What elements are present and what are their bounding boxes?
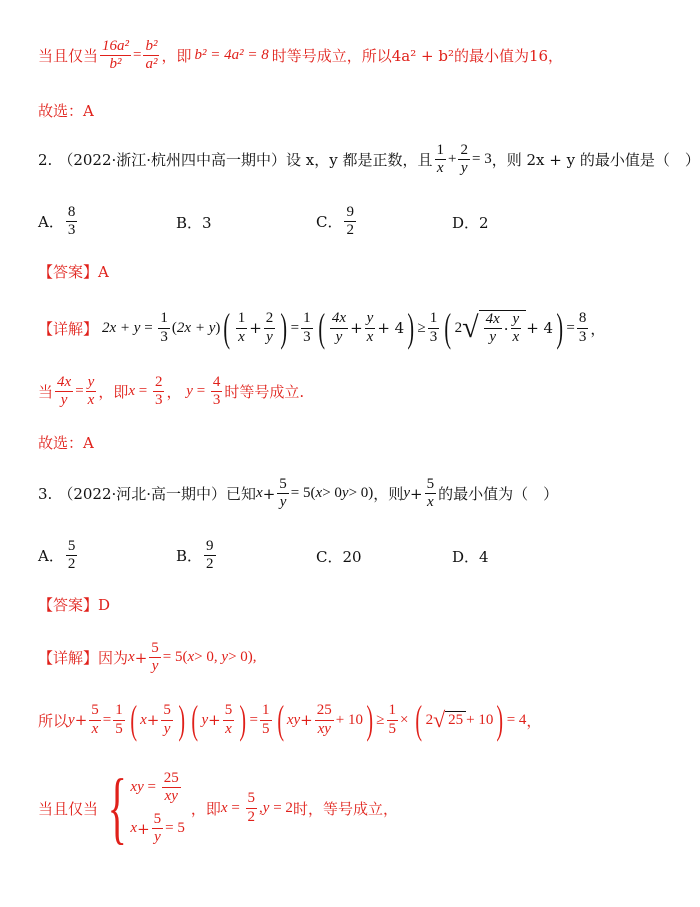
q2-option-b[interactable] [176,212,212,233]
q2-answer-label: 【答案】 [38,263,99,281]
q2-stem-b: ，则 2x + y 的最小值是（ ） [491,151,700,170]
q3-answer-label: 【答案】 [38,596,99,614]
q3-source: （2022·河北·高一期中） [58,485,227,504]
q3-option-d-text: 4 [479,547,489,566]
q2-option-d-text: 2 [479,213,489,232]
equation-system: xy = $\frac{25}{xy}$ x + $\frac{5}{y}$ = 5 [130,769,185,846]
prev-condition-text: 当且仅当 [38,47,99,66]
q2-option-d-letter: D． [452,214,480,232]
q2-equality: 当 $\frac{4x}{y}$ = $\frac{y}{x}$ ，即 x = $\frac{2}{3}$ ， y = $\frac{4}{3}$ 时等号成立. [38,374,305,409]
frac-2-y: $\frac{2}{y}$ [460,142,468,177]
q3-detail: 【详解】 因为 x + $\frac{5}{y}$ = 5( x > 0, y > 0), [38,640,257,675]
frac-1-x: $\frac{1}{x}$ [436,142,445,177]
q2-answer [38,261,109,282]
q2-option-b-text: 3 [202,213,212,232]
q2-source: （2022·浙江·杭州四中高一期中） [58,151,287,170]
prev-eq: b² = 4a² = 8 [194,47,269,64]
q2-option-a-den: 3 [67,222,76,239]
q3-option-b[interactable] [176,538,218,574]
q3-derivation: 所以 y + $\frac{5}{x}$ = $\frac{1}{5}$ ( x + $\frac{5}{y}$ ) ( y + $\frac{5}{x}$ ) = $\frac{1}{5}$ ( xy + $\frac{25}{xy}$ + 10 ) ≥ $\frac{1}{5}$ × ( 2 √ 25 + 10 ) = 4 ， [38,697,542,742]
q3-answer-value: D [98,595,111,614]
q2-equality-b: ，即 [98,383,129,402]
q2-answer-value: A [98,262,109,281]
q2-option-c-den: 2 [346,222,354,239]
q3-number: 3. [38,484,53,503]
q2-option-d[interactable] [452,212,489,233]
q2-option-b-letter: B． [176,214,203,232]
q3-equality-c: 时，等号成立， [292,799,398,818]
q2-equality-a: 当 [38,383,54,402]
q3-option-a[interactable] [38,538,79,574]
q3-option-c[interactable] [316,546,362,567]
q3-option-b-letter: B． [176,547,203,566]
q2-number: 2. [38,150,53,169]
q2-option-a-letter: A． [38,213,64,232]
q2-option-c-num: 9 [344,204,356,222]
q3-option-d-letter: D． [452,548,480,566]
prev-choice: 故选：A [38,102,94,120]
q2-choice: 故选：A [38,434,94,452]
q3-option-a-letter: A． [38,547,64,566]
q2-option-a[interactable] [38,204,79,240]
q3-stem-a: 已知 [226,485,257,504]
q2-detail-label: 【详解】 [38,319,99,338]
q3-option-d[interactable] [452,546,489,567]
q3-option-c-letter: C． [316,548,343,566]
prev-tail: 时等号成立，所以4a² + b²的最小值为16， [271,47,564,66]
q3-equality-a: 当且仅当 [38,799,99,818]
q3-option-b-num: 9 [204,538,216,556]
q3-detail-text: 因为 [98,649,129,668]
q3-detail-label: 【详解】 [38,649,99,668]
q3-option-c-text: 20 [342,547,362,566]
q3-equality-b: ，即 [190,799,221,818]
q2-option-c-letter: C． [316,213,343,232]
q2-equality-c: 时等号成立. [224,383,305,402]
frac-b2-a2: $\frac{\text{b²}}{\text{a²}}$ [145,38,158,73]
q2-option-a-num: 8 [66,204,78,222]
q3-equality: 当且仅当 { xy = $\frac{25}{xy}$ x + $\frac{5}{y}$ = 5 ，即 x = $\frac{5}{2}$ , y = 2 时，等号成立， [38,764,398,852]
q2-detail: 【详解】 2x + y = $\frac{1}{3}$ ( 2x + y ) ( $\frac{1}{x}$ + $\frac{2}{y}$ ) = $\frac{1}{3}$ ( $\frac{4x}{y}$ + $\frac{y}{x}$ + 4 ) ≥ $\frac{1}{3}$ ( 2 √ $\frac{4x}{y}$ · $\frac{y}{x}$ + 4 ) = $\frac{8}{3}$ ， [38,305,606,350]
q3-answer [38,594,110,615]
q3-so-text: 所以 [38,711,69,730]
q3-stem-c: 的最小值为（ ） [438,485,559,504]
q3-stem: 3. （2022·河北·高一期中） 已知 x + $\frac{5}{y}$ = 5( x > 0 y > 0) ，则 y + $\frac{5}{x}$ 的最小值为（ ） [38,476,559,511]
q3-option-a-den: 2 [67,556,76,573]
q2-stem-a: 设 x，y 都是正数，且 [286,151,433,170]
q3-stem-b: ，则 [373,485,404,504]
q3-option-b-den: 2 [206,556,214,573]
q3-option-a-num: 5 [66,538,78,556]
q2-stem: 2. （2022·浙江·杭州四中高一期中） 设 x，y 都是正数，且 $\frac{1}{x}$ + $\frac{2}{y}$ = 3 ，则 2x + y 的最小值是（ ） [38,142,700,177]
prev-equality-line: 当且仅当 $\frac{\text{16a²}}{\text{b²}}$ = $\frac{\text{b²}}{\text{a²}}$ ，即 b² = 4a² = 8 时等号成立，所以4a² + b²的最小值为16， [38,38,564,73]
q2-option-c[interactable] [316,204,358,240]
frac-16a2-b2: $\frac{\text{16a²}}{\text{b²}}$ [102,38,130,73]
